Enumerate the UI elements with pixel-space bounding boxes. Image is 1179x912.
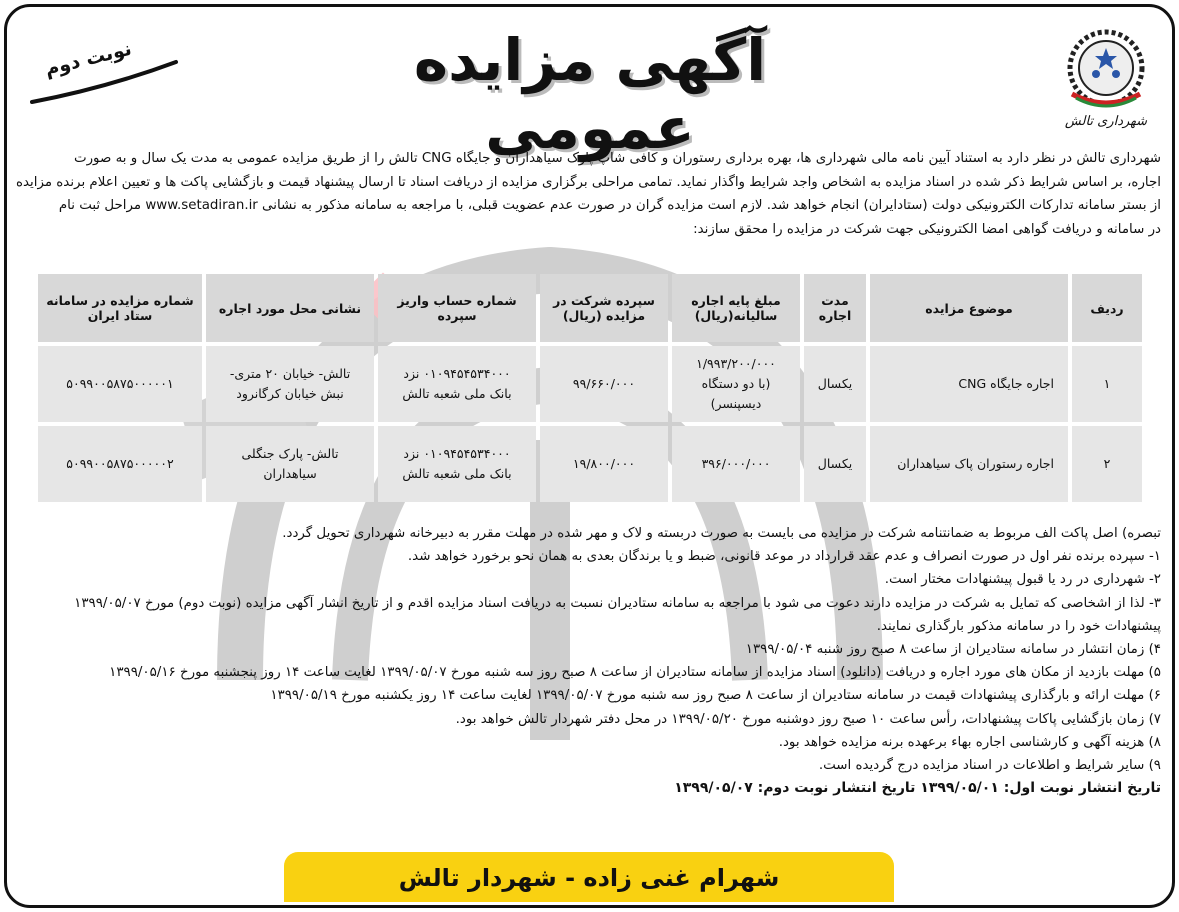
cell-row-number: ۱	[1072, 346, 1142, 422]
header-subject: موضوع مزایده	[870, 274, 1068, 342]
note-item: ۶) مهلت ارائه و بارگذاری پیشنهادات قیمت در سامانه ستادیران از ساعت ۸ صبح روز سه شنبه مورخ ۱۳۹۹/۰۵/۰۷ لغایت ساعت ۱۴ روز یکشنبه مورخ ۱۳۹۹/۰۵/۱۹	[270, 688, 1161, 704]
intro-line: اجاره، بر اساس شرایط ذکر شده در اسناد مزایده به اشخاص واجد شرایط واگذار نماید. تمامی مراحلی برگزاری مزایده از دریافت اسناد تا ارسال پیشنهاد قیمت و بازگشایی پاکت ها و تعیین اعلام برنده مزایده	[15, 174, 1161, 190]
address-line: تالش- خیابان ۲۰ متری-	[229, 366, 351, 381]
header-deposit: سپرده شرکت در مزایده (ریال)	[540, 274, 668, 342]
cell-address	[206, 426, 374, 502]
address-line: تالش- پارک جنگلی	[241, 446, 339, 461]
cell-subject: اجاره جایگاه CNG	[870, 346, 1068, 422]
account-number: ۰۱۰۹۴۵۴۵۳۴۰۰۰ نزد	[403, 446, 511, 461]
round-tag-label: نوبت دوم	[42, 37, 134, 81]
cell-address	[206, 346, 374, 422]
intro-line: شهرداری تالش در نظر دارد به استناد آیین نامه مالی شهرداری ها، بهره برداری رستوران و کافی شاپ پارک سیاهداران و جایگاه CNG تالش را از طریق مزایده عمومی به مدت یک سال و به صورت	[73, 151, 1161, 166]
publication-dates: تاریخ انتشار نوبت اول: ۱۳۹۹/۰۵/۰۱ تاریخ انتشار نوبت دوم: ۱۳۹۹/۰۵/۰۷	[674, 780, 1161, 797]
cell-deposit: ۹۹/۶۶۰/۰۰۰	[540, 346, 668, 422]
header-term: مدت اجاره	[804, 274, 866, 342]
account-number: ۰۱۰۹۴۵۴۵۳۴۰۰۰ نزد	[403, 366, 511, 381]
account-bank: بانک ملی شعبه تالش	[402, 466, 512, 481]
header-base-price: مبلغ پایه اجاره سالیانه(ریال)	[672, 274, 800, 342]
cell-term: یکسال	[804, 426, 866, 502]
round-tag	[26, 37, 186, 110]
intro-line: از بستر سامانه تدارکات الکترونیکی دولت (ستادایران) انجام خواهد شد. لازم است مزایده گران در صورت عدم عضویت قبلی، با مراجعه به سامانه مذکور به نشانی www.setadiran.ir مراحل ثبت نام	[58, 198, 1161, 213]
cell-base-price	[672, 426, 800, 502]
swoosh-icon	[26, 37, 186, 110]
table-row	[38, 346, 1142, 422]
note-item: پیشنهادات خود را در سامانه مذکور بارگذاری نمایند.	[876, 618, 1161, 634]
header-row-number: ردیف	[1072, 274, 1142, 342]
note-item: تبصره) اصل پاکت الف مربوط به ضمانتنامه شرکت در مزایده می بایست به صورت دربسته و لاک و مهر شده در مهلت مقرر به دبیرخانه شهرداری تحویل گردد.	[282, 526, 1161, 541]
base-price-note: (با دو دستگاه دیسپنسر)	[701, 376, 771, 411]
note-item: ۲- شهرداری در رد یا قبول پیشنهادات مختار است.	[884, 572, 1161, 588]
intro-line: در سامانه و دریافت گواهی امضا الکترونیکی جهت شرکت در مزایده را محقق سازند:	[693, 221, 1161, 237]
note-item: ۸) هزینه آگهی و کارشناسی اجاره بهاء برعهده برنه مزایده خواهد بود.	[778, 734, 1161, 750]
table-header-row	[38, 274, 1142, 342]
header-setad-number: شماره مزایده در سامانه ستاد ایران	[38, 274, 202, 342]
account-bank: بانک ملی شعبه تالش	[402, 386, 512, 401]
municipality-logo	[1051, 28, 1161, 140]
table-row	[38, 426, 1142, 502]
base-price-value: ۳۹۶/۰۰۰/۰۰۰	[701, 456, 771, 471]
cell-row-number: ۲	[1072, 426, 1142, 502]
cell-setad-number: ۵۰۹۹۰۰۵۸۷۵۰۰۰۰۰۱	[38, 346, 202, 422]
intro-paragraph	[14, 147, 1161, 241]
logo-caption: شهرداری تالش	[1064, 114, 1148, 129]
cell-setad-number: ۵۰۹۹۰۰۵۸۷۵۰۰۰۰۰۲	[38, 426, 202, 502]
cell-account	[378, 346, 536, 422]
cell-deposit: ۱۹/۸۰۰/۰۰۰	[540, 426, 668, 502]
note-item: ۹) سایر شرایط و اطلاعات در اسناد مزایده درج گردیده است.	[818, 758, 1161, 774]
note-item: ۴) زمان انتشار در سامانه ستادیران از ساعت ۸ صبح روز شنبه ۱۳۹۹/۰۵/۰۴	[745, 642, 1161, 658]
address-line: سیاهداران	[263, 466, 317, 481]
cell-account	[378, 426, 536, 502]
cell-subject: اجاره رستوران پاک سیاهداران	[870, 426, 1068, 502]
note-item: ۵) مهلت بازدید از مکان های مورد اجاره و دریافت (دانلود) اسناد مزایده از سامانه ستادیران از ساعت ۸ صبح روز سه شنبه مورخ ۱۳۹۹/۰۵/۰۷ لغایت ساعت ۱۴ روز پنجشنبه مورخ ۱۳۹۹/۰۵/۱۶	[109, 665, 1161, 681]
header-address: نشانی محل مورد اجاره	[206, 274, 374, 342]
address-line: نبش خیابان کرگانرود	[236, 386, 344, 401]
conditions-list	[14, 522, 1161, 800]
base-price-value: ۱/۹۹۳/۲۰۰/۰۰۰	[696, 356, 776, 371]
page-title: آگهی مزایده عمومی	[413, 26, 767, 162]
header-account: شماره حساب واریز سپرده	[378, 274, 536, 342]
note-item: ۳- لذا از اشخاصی که تمایل به شرکت در مزایده دارند دعوت می شود با مراجعه به سامانه ستادیران نسبت به دریافت اسناد مزایده اقدم و از تاریخ انشار آگهی مزایده (نوبت دوم) مورخ ۱۳۹۹/۰۵/۰۷	[74, 595, 1161, 611]
signature-banner: شهرام غنی زاده - شهردار تالش	[284, 852, 894, 902]
emblem-icon	[1066, 28, 1146, 112]
cell-base-price	[672, 346, 800, 422]
note-item: ۷) زمان بازگشایی پاکات پیشنهادات، رأس ساعت ۱۰ صبح روز دوشنبه مورخ ۱۳۹۹/۰۵/۲۰ در محل دفتر شهردار تالش خواهد بود.	[455, 711, 1161, 727]
auction-table	[34, 270, 1146, 506]
note-item: ۱- سپرده برنده نفر اول در صورت انصراف و عدم عقد قرارداد در موعد قانونی، ضبط و یا برندگان بعدی به همان نحو برخورد خواهد شد.	[407, 549, 1161, 565]
cell-term: یکسال	[804, 346, 866, 422]
